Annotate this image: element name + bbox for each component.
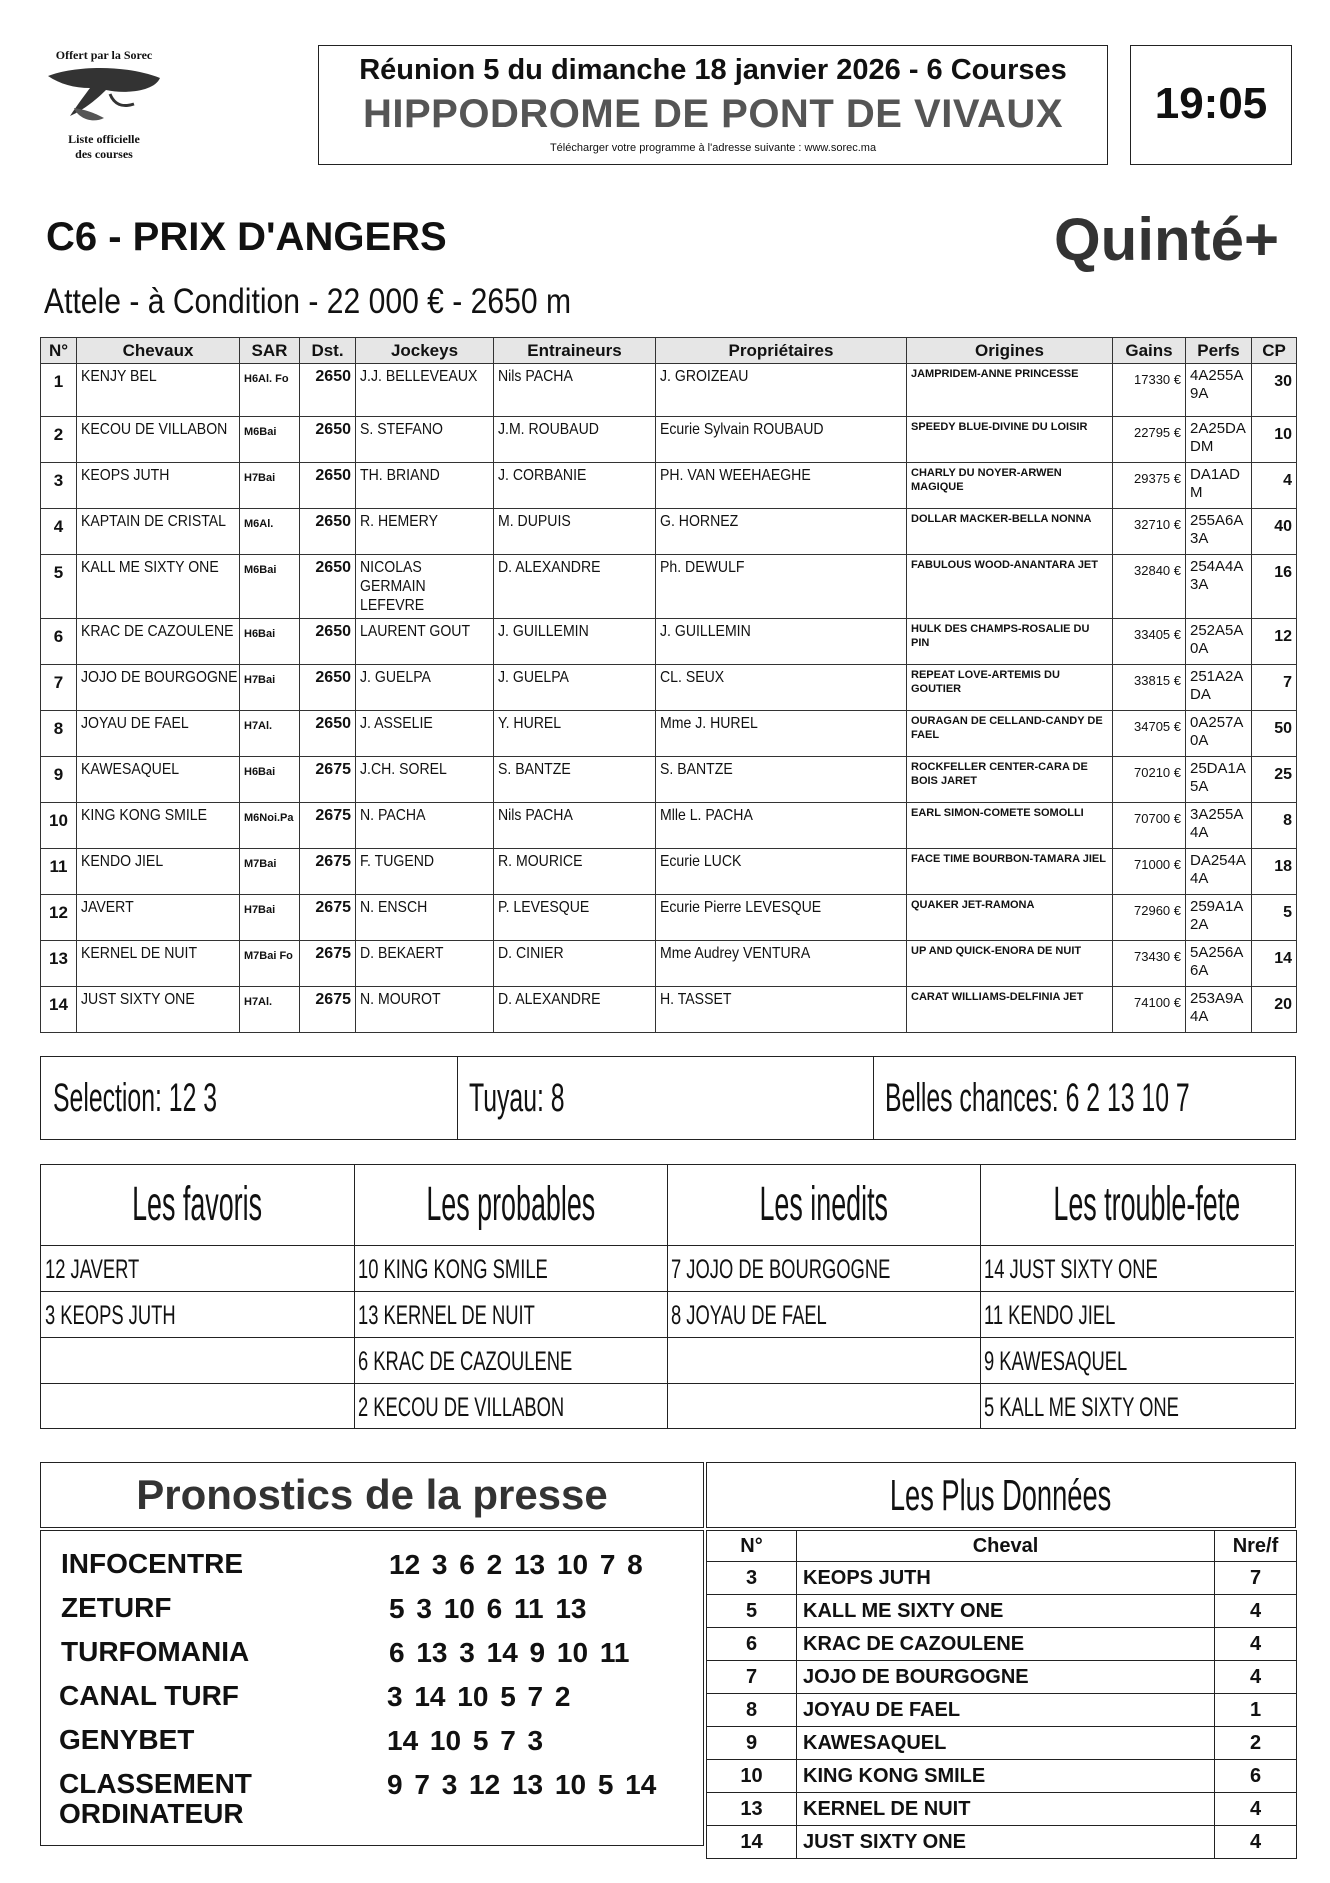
plus-count: 1 [1215, 1694, 1297, 1727]
runner-gains: 70700 € [1113, 803, 1186, 849]
runner-gains: 74100 € [1113, 987, 1186, 1033]
runner-perfs: DA254A 4A [1186, 849, 1252, 895]
owner-name: Mlle L. PACHA [656, 803, 907, 849]
runner-perfs: 253A9A 4A [1186, 987, 1252, 1033]
runner-distance: 2650 [300, 619, 356, 665]
horse-name: JUST SIXTY ONE [77, 987, 240, 1033]
runner-distance: 2650 [300, 364, 356, 417]
categories-grid [40, 1164, 1296, 1429]
runner-sar: M6Bai [240, 417, 300, 463]
favoris-header: Les favoris [132, 1178, 263, 1231]
horse-name: KENJY BEL [77, 364, 240, 417]
plus-count: 4 [1215, 1661, 1297, 1694]
probables-header: Les probables [426, 1178, 595, 1231]
plus-horse-name: KEOPS JUTH [797, 1562, 1215, 1595]
col-distance: Dst. [300, 338, 356, 364]
runner-perfs: 3A255A 4A [1186, 803, 1252, 849]
runner-origins: UP AND QUICK-ENORA DE NUIT [907, 941, 1113, 987]
runner-sar: H6Bai [240, 619, 300, 665]
tuyau-cell [469, 1057, 889, 1139]
jockey-name: N. ENSCH [356, 895, 494, 941]
owner-name: Ph. DEWULF [656, 555, 907, 619]
horse-name: KEOPS JUTH [77, 463, 240, 509]
runner-origins: REPEAT LOVE-ARTEMIS DU GOUTIER [907, 665, 1113, 711]
runner-cp: 18 [1252, 849, 1297, 895]
runner-perfs: 254A4A 3A [1186, 555, 1252, 619]
jockey-name: J.CH. SOREL [356, 757, 494, 803]
plus-row [707, 1628, 1297, 1661]
runner-origins: HULK DES CHAMPS-ROSALIE DU PIN [907, 619, 1113, 665]
bet-type: Quinté+ [1054, 206, 1280, 273]
runner-perfs: DA1AD M [1186, 463, 1252, 509]
trainer-name: Nils PACHA [494, 364, 656, 417]
owner-name: J. GROIZEAU [656, 364, 907, 417]
race-conditions: Attele - à Condition - 22 000 € - 2650 m [44, 282, 572, 321]
runner-number: 5 [41, 555, 77, 619]
plus-horse-number: 13 [707, 1793, 797, 1826]
belles-chances-cell [885, 1057, 1285, 1139]
horse-name: JOYAU DE FAEL [77, 711, 240, 757]
runner-distance: 2675 [300, 849, 356, 895]
col-owners: Propriétaires [656, 338, 907, 364]
runner-perfs: 255A6A 3A [1186, 509, 1252, 555]
trainer-name: M. DUPUIS [494, 509, 656, 555]
runner-distance: 2650 [300, 665, 356, 711]
col-gains: Gains [1113, 338, 1186, 364]
owner-name: H. TASSET [656, 987, 907, 1033]
runner-origins: EARL SIMON-COMETE SOMOLLI [907, 803, 1113, 849]
runner-gains: 71000 € [1113, 849, 1186, 895]
table-row [41, 619, 1297, 665]
owner-name: Ecurie Sylvain ROUBAUD [656, 417, 907, 463]
selection-cell [53, 1057, 493, 1139]
runner-gains: 73430 € [1113, 941, 1186, 987]
plus-row [707, 1760, 1297, 1793]
trainer-name: Y. HUREL [494, 711, 656, 757]
runner-sar: H7Bai [240, 665, 300, 711]
press-source: CANAL TURF [59, 1680, 239, 1711]
plus-horse-name: KRAC DE CAZOULENE [797, 1628, 1215, 1661]
runner-gains: 33405 € [1113, 619, 1186, 665]
runner-perfs: 25DA1A 5A [1186, 757, 1252, 803]
runner-perfs: 2A25DA DM [1186, 417, 1252, 463]
press-numbers: 3 14 10 5 7 2 [387, 1681, 571, 1712]
trainer-name: D. CINIER [494, 941, 656, 987]
horse-name: KECOU DE VILLABON [77, 417, 240, 463]
plus-header-row [707, 1531, 1297, 1562]
table-row [41, 417, 1297, 463]
download-note: Télécharger votre programme à l'adresse suivante : www.sorec.ma [549, 142, 877, 154]
plus-col-horse: Cheval [797, 1531, 1215, 1562]
race-title: C6 - PRIX D'ANGERS [46, 215, 447, 259]
plus-count: 4 [1215, 1826, 1297, 1859]
runner-cp: 7 [1252, 665, 1297, 711]
runner-gains: 17330 € [1113, 364, 1186, 417]
plus-horse-name: JOYAU DE FAEL [797, 1694, 1215, 1727]
runner-gains: 22795 € [1113, 417, 1186, 463]
runner-origins: FACE TIME BOURBON-TAMARA JIEL [907, 849, 1113, 895]
horse-name: JAVERT [77, 895, 240, 941]
table-row [41, 665, 1297, 711]
plus-horse-number: 7 [707, 1661, 797, 1694]
trouble-fete-item: 5 KALL ME SIXTY ONE [984, 1392, 1179, 1422]
press-source: TURFOMANIA [61, 1636, 250, 1667]
col-horses: Chevaux [77, 338, 240, 364]
probable-item: 13 KERNEL DE NUIT [358, 1300, 535, 1330]
plus-count: 4 [1215, 1793, 1297, 1826]
trouble-fete-item: 9 KAWESAQUEL [984, 1346, 1128, 1376]
meeting-header [318, 45, 1108, 165]
plus-row [707, 1595, 1297, 1628]
race-time: 19:05 [1130, 45, 1292, 165]
runner-perfs: 251A2A DA [1186, 665, 1252, 711]
table-row [41, 895, 1297, 941]
plus-horse-number: 3 [707, 1562, 797, 1595]
runner-cp: 14 [1252, 941, 1297, 987]
horse-name: KENDO JIEL [77, 849, 240, 895]
runner-distance: 2650 [300, 555, 356, 619]
trainer-name: R. MOURICE [494, 849, 656, 895]
trouble-fete-item: 14 JUST SIXTY ONE [984, 1254, 1158, 1284]
press-numbers: 12 3 6 2 13 10 7 8 [389, 1549, 643, 1580]
runner-number: 14 [41, 987, 77, 1033]
trainer-name: Nils PACHA [494, 803, 656, 849]
plus-row [707, 1562, 1297, 1595]
hippodrome-name: HIPPODROME DE PONT DE VIVAUX [362, 92, 1063, 136]
table-row [41, 555, 1297, 619]
plus-horse-number: 5 [707, 1595, 797, 1628]
plus-row [707, 1661, 1297, 1694]
runner-cp: 25 [1252, 757, 1297, 803]
plus-horse-number: 9 [707, 1727, 797, 1760]
horse-name: KALL ME SIXTY ONE [77, 555, 240, 619]
runner-sar: M7Bai Fo [240, 941, 300, 987]
jockey-name: J. ASSELIE [356, 711, 494, 757]
runner-distance: 2650 [300, 509, 356, 555]
plus-horse-number: 10 [707, 1760, 797, 1793]
col-perfs: Perfs [1186, 338, 1252, 364]
trouble-fete-header: Les trouble-fete [1053, 1178, 1241, 1231]
plus-col-count: Nre/f [1215, 1531, 1297, 1562]
plus-horse-name: KALL ME SIXTY ONE [797, 1595, 1215, 1628]
plus-donnees-table [706, 1530, 1297, 1859]
plus-row [707, 1826, 1297, 1859]
plus-count: 4 [1215, 1595, 1297, 1628]
jockey-name: TH. BRIAND [356, 463, 494, 509]
runner-cp: 16 [1252, 555, 1297, 619]
trainer-name: D. ALEXANDRE [494, 987, 656, 1033]
runner-origins: QUAKER JET-RAMONA [907, 895, 1113, 941]
press-numbers: 14 10 5 7 3 [387, 1725, 544, 1756]
runner-sar: H7Al. [240, 987, 300, 1033]
favori-item: 3 KEOPS JUTH [45, 1300, 176, 1330]
inedit-item: 8 JOYAU DE FAEL [671, 1300, 827, 1330]
trainer-name: J.M. ROUBAUD [494, 417, 656, 463]
runner-origins: CARAT WILLIAMS-DELFINIA JET [907, 987, 1113, 1033]
runner-number: 10 [41, 803, 77, 849]
jockey-name: LAURENT GOUT [356, 619, 494, 665]
runner-distance: 2675 [300, 895, 356, 941]
table-row [41, 509, 1297, 555]
runner-number: 3 [41, 463, 77, 509]
plus-count: 6 [1215, 1760, 1297, 1793]
trainer-name: J. GUELPA [494, 665, 656, 711]
trainer-name: D. ALEXANDRE [494, 555, 656, 619]
owner-name: CL. SEUX [656, 665, 907, 711]
horse-name: KAWESAQUEL [77, 757, 240, 803]
inedits-header: Les inedits [759, 1178, 888, 1231]
owner-name: Ecurie Pierre LEVESQUE [656, 895, 907, 941]
runner-gains: 29375 € [1113, 463, 1186, 509]
owner-name: Ecurie LUCK [656, 849, 907, 895]
plus-row [707, 1694, 1297, 1727]
runner-sar: H7Al. [240, 711, 300, 757]
plus-count: 4 [1215, 1628, 1297, 1661]
plus-horse-name: KAWESAQUEL [797, 1727, 1215, 1760]
horse-name: JOJO DE BOURGOGNE [77, 665, 240, 711]
runner-sar: H6Al. Fo [240, 364, 300, 417]
runner-cp: 12 [1252, 619, 1297, 665]
table-row [41, 463, 1297, 509]
runner-origins: OURAGAN DE CELLAND-CANDY DE FAEL [907, 711, 1113, 757]
runner-origins: JAMPRIDEM-ANNE PRINCESSE [907, 364, 1113, 417]
runner-origins: SPEEDY BLUE-DIVINE DU LOISIR [907, 417, 1113, 463]
jockey-name: J. GUELPA [356, 665, 494, 711]
horse-name: KERNEL DE NUIT [77, 941, 240, 987]
owner-name: Mme Audrey VENTURA [656, 941, 907, 987]
press-source: GENYBET [59, 1724, 195, 1755]
press-source: ZETURF [61, 1592, 172, 1623]
runner-perfs: 259A1A 2A [1186, 895, 1252, 941]
table-row [41, 364, 1297, 417]
runner-number: 4 [41, 509, 77, 555]
runner-perfs: 252A5A 0A [1186, 619, 1252, 665]
owner-name: S. BANTZE [656, 757, 907, 803]
runner-cp: 10 [1252, 417, 1297, 463]
runner-gains: 70210 € [1113, 757, 1186, 803]
runner-number: 6 [41, 619, 77, 665]
col-sar: SAR [240, 338, 300, 364]
favori-item: 12 JAVERT [45, 1254, 140, 1284]
runner-number: 13 [41, 941, 77, 987]
selection-text: Selection: 12 3 [53, 1076, 218, 1120]
inedit-item: 7 JOJO DE BOURGOGNE [671, 1254, 891, 1284]
runner-distance: 2650 [300, 463, 356, 509]
sorec-logo [40, 48, 168, 168]
runner-perfs: 0A257A 0A [1186, 711, 1252, 757]
table-row [41, 803, 1297, 849]
runner-gains: 32710 € [1113, 509, 1186, 555]
plus-horse-name: KING KONG SMILE [797, 1760, 1215, 1793]
plus-col-num: N° [707, 1531, 797, 1562]
runner-number: 12 [41, 895, 77, 941]
table-row [41, 849, 1297, 895]
selection-bar [40, 1056, 1296, 1140]
press-numbers: 9 7 3 12 13 10 5 14 [387, 1769, 657, 1800]
runner-sar: H7Bai [240, 895, 300, 941]
runner-number: 8 [41, 711, 77, 757]
jockey-name: NICOLAS GERMAIN LEFEVRE [356, 555, 494, 619]
runner-number: 2 [41, 417, 77, 463]
probable-item: 6 KRAC DE CAZOULENE [358, 1346, 573, 1376]
table-row [41, 711, 1297, 757]
owner-name: J. GUILLEMIN [656, 619, 907, 665]
trouble-fete-item: 11 KENDO JIEL [984, 1300, 1116, 1330]
tuyau-text: Tuyau: 8 [469, 1076, 565, 1120]
runner-gains: 32840 € [1113, 555, 1186, 619]
runners-table [40, 337, 1297, 1033]
runner-cp: 50 [1252, 711, 1297, 757]
col-trainers: Entraineurs [494, 338, 656, 364]
trainer-name: J. GUILLEMIN [494, 619, 656, 665]
plus-row [707, 1727, 1297, 1760]
press-title: Pronostics de la presse [40, 1462, 704, 1528]
jockey-name: D. BEKAERT [356, 941, 494, 987]
runner-distance: 2650 [300, 711, 356, 757]
runner-origins: ROCKFELLER CENTER-CARA DE BOIS JARET [907, 757, 1113, 803]
plus-count: 7 [1215, 1562, 1297, 1595]
jockey-name: N. PACHA [356, 803, 494, 849]
jockey-name: S. STEFANO [356, 417, 494, 463]
horse-logo-icon [44, 64, 164, 130]
runner-cp: 20 [1252, 987, 1297, 1033]
jockey-name: F. TUGEND [356, 849, 494, 895]
runner-distance: 2675 [300, 987, 356, 1033]
runner-origins: FABULOUS WOOD-ANANTARA JET [907, 555, 1113, 619]
runner-number: 7 [41, 665, 77, 711]
meeting-title: Réunion 5 du dimanche 18 janvier 2026 - 6 Courses [359, 54, 1067, 86]
horse-name: KAPTAIN DE CRISTAL [77, 509, 240, 555]
runner-sar: M7Bai [240, 849, 300, 895]
runner-cp: 8 [1252, 803, 1297, 849]
runner-gains: 72960 € [1113, 895, 1186, 941]
runner-sar: M6Bai [240, 555, 300, 619]
plus-horse-name: KERNEL DE NUIT [797, 1793, 1215, 1826]
table-row [41, 941, 1297, 987]
press-predictions [40, 1530, 704, 1846]
owner-name: Mme J. HUREL [656, 711, 907, 757]
plus-horse-number: 6 [707, 1628, 797, 1661]
runner-distance: 2675 [300, 757, 356, 803]
runner-sar: M6Al. [240, 509, 300, 555]
runner-number: 1 [41, 364, 77, 417]
horse-name: KRAC DE CAZOULENE [77, 619, 240, 665]
plus-donnees-title: Les Plus Données [706, 1462, 1296, 1528]
jockey-name: R. HEMERY [356, 509, 494, 555]
runner-gains: 34705 € [1113, 711, 1186, 757]
col-jockeys: Jockeys [356, 338, 494, 364]
runner-cp: 40 [1252, 509, 1297, 555]
runner-sar: H7Bai [240, 463, 300, 509]
plus-count: 2 [1215, 1727, 1297, 1760]
plus-row [707, 1793, 1297, 1826]
trainer-name: J. CORBANIE [494, 463, 656, 509]
col-cp: CP [1252, 338, 1297, 364]
horse-name: KING KONG SMILE [77, 803, 240, 849]
jockey-name: J.J. BELLEVEAUX [356, 364, 494, 417]
jockey-name: N. MOUROT [356, 987, 494, 1033]
runner-cp: 30 [1252, 364, 1297, 417]
logo-line-races: des courses [75, 147, 133, 161]
press-source: CLASSEMENT ORDINATEUR [59, 1768, 252, 1829]
logo-offered-by: Offert par la Sorec [55, 48, 153, 62]
plus-horse-name: JOJO DE BOURGOGNE [797, 1661, 1215, 1694]
logo-line-official: Liste officielle [68, 132, 140, 146]
runner-origins: DOLLAR MACKER-BELLA NONNA [907, 509, 1113, 555]
runner-perfs: 5A256A 6A [1186, 941, 1252, 987]
probable-item: 2 KECOU DE VILLABON [358, 1392, 565, 1422]
table-header-row [41, 338, 1297, 364]
col-origins: Origines [907, 338, 1113, 364]
owner-name: PH. VAN WEEHAEGHE [656, 463, 907, 509]
runner-origins: CHARLY DU NOYER-ARWEN MAGIQUE [907, 463, 1113, 509]
runner-gains: 33815 € [1113, 665, 1186, 711]
plus-horse-name: JUST SIXTY ONE [797, 1826, 1215, 1859]
runner-number: 9 [41, 757, 77, 803]
press-source: INFOCENTRE [61, 1548, 243, 1579]
plus-horse-number: 14 [707, 1826, 797, 1859]
runner-distance: 2650 [300, 417, 356, 463]
probable-item: 10 KING KONG SMILE [358, 1254, 548, 1284]
runner-cp: 5 [1252, 895, 1297, 941]
runner-sar: M6Noi.Pa [240, 803, 300, 849]
table-row [41, 987, 1297, 1033]
runner-perfs: 4A255A 9A [1186, 364, 1252, 417]
trainer-name: P. LEVESQUE [494, 895, 656, 941]
press-numbers: 5 3 10 6 11 13 [389, 1593, 587, 1624]
table-row [41, 757, 1297, 803]
col-num: N° [41, 338, 77, 364]
press-numbers: 6 13 3 14 9 10 11 [389, 1637, 630, 1668]
runner-distance: 2675 [300, 803, 356, 849]
plus-horse-number: 8 [707, 1694, 797, 1727]
runner-number: 11 [41, 849, 77, 895]
trainer-name: S. BANTZE [494, 757, 656, 803]
belles-chances-text: Belles chances: 6 2 13 10 7 [885, 1076, 1190, 1120]
runner-cp: 4 [1252, 463, 1297, 509]
runner-distance: 2675 [300, 941, 356, 987]
runner-sar: H6Bai [240, 757, 300, 803]
owner-name: G. HORNEZ [656, 509, 907, 555]
